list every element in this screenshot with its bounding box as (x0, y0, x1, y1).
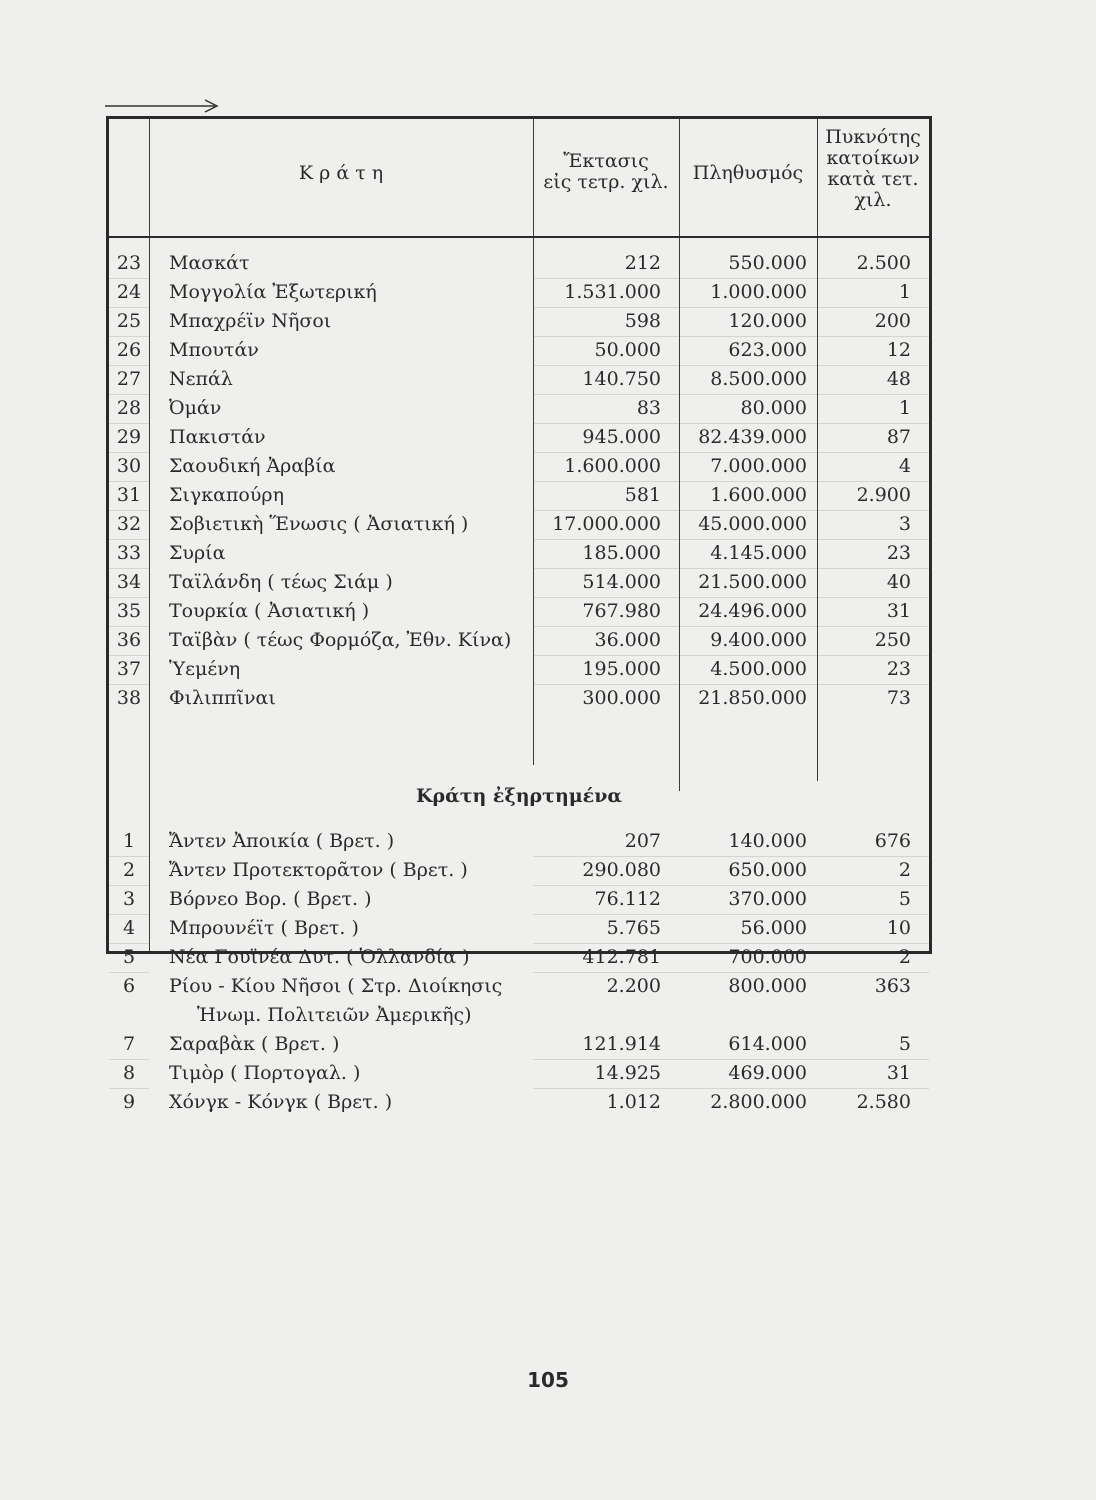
cell-area: 2.200 (606, 975, 661, 997)
arrow-icon (105, 98, 220, 114)
cell-area: 207 (624, 830, 661, 852)
table-row (109, 943, 929, 972)
cell-name: Σοβιετικὴ Ἕνωσις ( Ἀσιατική ) (169, 513, 469, 535)
cell-den: 5 (898, 1033, 911, 1055)
table-row (109, 278, 929, 307)
cell-num: 3 (122, 888, 136, 910)
table-row (109, 1088, 929, 1117)
cell-area: 50.000 (594, 339, 661, 361)
cell-den: 2 (898, 946, 911, 968)
cell-name: Βόρνεο Βορ. ( Βρετ. ) (169, 888, 372, 910)
cell-den: 31 (886, 600, 911, 622)
cell-pop: 7.000.000 (710, 455, 807, 477)
cell-area: 1.531.000 (564, 281, 661, 303)
cell-num: 36 (116, 629, 142, 651)
table-row (109, 914, 929, 943)
cell-den: 1 (898, 281, 911, 303)
table-row (109, 1030, 929, 1059)
cell-num: 32 (116, 513, 142, 535)
header-divider (109, 236, 929, 238)
cell-num: 33 (116, 542, 142, 564)
cell-name: Ἄντεν Προτεκτορᾶτον ( Βρετ. ) (169, 859, 468, 881)
cell-den: 23 (886, 658, 911, 680)
cell-pop: 120.000 (728, 310, 807, 332)
cell-name: Χόνγκ - Κόνγκ ( Βρετ. ) (169, 1091, 393, 1113)
cell-pop: 1.000.000 (710, 281, 807, 303)
cell-area: 581 (624, 484, 661, 506)
cell-area: 945.000 (582, 426, 661, 448)
statistics-table (106, 116, 932, 1113)
cell-den: 250 (874, 629, 911, 651)
cell-pop: 4.500.000 (710, 658, 807, 680)
cell-num: 23 (116, 252, 142, 274)
cell-num: 38 (116, 687, 142, 709)
cell-pop: 24.496.000 (698, 600, 807, 622)
cell-pop: 469.000 (728, 1062, 807, 1084)
cell-pop: 623.000 (728, 339, 807, 361)
cell-num: 27 (116, 368, 142, 390)
cell-area: 767.980 (582, 600, 661, 622)
cell-name: Μπρουνέϊτ ( Βρετ. ) (169, 917, 359, 939)
cell-name: Νέα Γουϊνέα Δυτ. ( Ὁλλανδία ) (169, 946, 470, 968)
cell-den: 200 (874, 310, 911, 332)
cell-name: Μπαχρέϊν Νῆσοι (169, 310, 332, 332)
cell-area: 300.000 (582, 687, 661, 709)
cell-area: 76.112 (594, 888, 661, 910)
cell-area: 514.000 (582, 571, 661, 593)
cell-area: 140.750 (582, 368, 661, 390)
cell-num: 28 (116, 397, 142, 419)
cell-pop: 9.400.000 (710, 629, 807, 651)
cell-pop: 614.000 (728, 1033, 807, 1055)
cell-den: 4 (898, 455, 911, 477)
cell-area: 598 (624, 310, 661, 332)
table-row (109, 539, 929, 568)
cell-pop: 21.850.000 (698, 687, 807, 709)
cell-pop: 140.000 (728, 830, 807, 852)
cell-pop: 8.500.000 (710, 368, 807, 390)
cell-name: Ταϊβὰν ( τέως Φορμόζα, Ἐθν. Κίνα) (169, 629, 512, 651)
cell-pop: 700.000 (728, 946, 807, 968)
cell-name: Ταϊλάνδη ( τέως Σιάμ ) (169, 571, 393, 593)
cell-den: 2 (898, 859, 911, 881)
table-row (109, 885, 929, 914)
table-row (109, 972, 929, 1001)
cell-name: Νεπάλ (169, 368, 233, 390)
cell-pop: 82.439.000 (698, 426, 807, 448)
cell-num: 34 (116, 571, 142, 593)
cell-num: 37 (116, 658, 142, 680)
cell-pop: 550.000 (728, 252, 807, 274)
cell-den: 10 (886, 917, 911, 939)
cell-num: 25 (116, 310, 142, 332)
table-row (109, 597, 929, 626)
cell-den: 2.900 (856, 484, 911, 506)
cell-den: 31 (886, 1062, 911, 1084)
header-area: Ἔκτασις εἰς τετρ. χιλ. (543, 150, 669, 193)
cell-num: 8 (122, 1062, 136, 1084)
cell-den: 2.500 (856, 252, 911, 274)
cell-den: 1 (898, 397, 911, 419)
cell-name: Συρία (169, 542, 226, 564)
cell-den: 3 (898, 513, 911, 535)
cell-pop: 1.600.000 (710, 484, 807, 506)
table-row (109, 684, 929, 713)
cell-pop: 56.000 (740, 917, 807, 939)
cell-den: 363 (874, 975, 911, 997)
cell-den: 23 (886, 542, 911, 564)
table-row (109, 626, 929, 655)
cell-pop: 45.000.000 (698, 513, 807, 535)
cell-name: Σιγκαπούρη (169, 484, 284, 506)
cell-pop: 80.000 (740, 397, 807, 419)
table-row (109, 1059, 929, 1088)
table-row (109, 856, 929, 885)
cell-area: 195.000 (582, 658, 661, 680)
table-row (109, 1001, 929, 1030)
cell-name: Τουρκία ( Ἀσιατική ) (169, 600, 370, 622)
cell-area: 212 (624, 252, 661, 274)
cell-name: Πακιστάν (169, 426, 266, 448)
cell-num: 35 (116, 600, 142, 622)
cell-name: Σαουδική Ἀραβία (169, 455, 336, 477)
header-population: Πληθυσμός (692, 162, 804, 184)
section-title: Κράτη ἐξηρτημένα (415, 785, 623, 807)
header-density: Πυκνότης κατοίκων κατὰ τετ. χιλ. (825, 126, 921, 211)
page-number: 105 (527, 1368, 569, 1392)
cell-area: 1.012 (606, 1091, 661, 1113)
cell-name: Ὀμάν (169, 397, 222, 419)
cell-name: Σαραβὰκ ( Βρετ. ) (169, 1033, 340, 1055)
cell-area: 14.925 (594, 1062, 661, 1084)
header-states: Κ ρ ά τ η (298, 162, 384, 184)
cell-area: 185.000 (582, 542, 661, 564)
cell-area: 290.080 (582, 859, 661, 881)
cell-num: 9 (122, 1091, 136, 1113)
cell-name: Ρίου - Κίου Νῆσοι ( Στρ. Διοίκησις (169, 975, 503, 997)
cell-den: 48 (886, 368, 911, 390)
table-row (109, 510, 929, 539)
cell-pop: 21.500.000 (698, 571, 807, 593)
cell-area: 412.781 (582, 946, 661, 968)
cell-name: Ὑεμένη (169, 658, 241, 680)
cell-num: 26 (116, 339, 142, 361)
cell-pop: 2.800.000 (710, 1091, 807, 1113)
cell-den: 5 (898, 888, 911, 910)
cell-pop: 4.145.000 (710, 542, 807, 564)
table-row (109, 249, 929, 278)
table-row (109, 452, 929, 481)
cell-area: 5.765 (606, 917, 661, 939)
table-row (109, 568, 929, 597)
table-row (109, 481, 929, 510)
cell-name: Μασκάτ (169, 252, 250, 274)
cell-num: 24 (116, 281, 142, 303)
cell-area: 1.600.000 (564, 455, 661, 477)
table-row (109, 365, 929, 394)
cell-area: 17.000.000 (552, 513, 661, 535)
cell-name: Ἡνωμ. Πολιτειῶν Ἀμερικῆς) (197, 1004, 472, 1026)
cell-num: 5 (122, 946, 136, 968)
table-row (109, 336, 929, 365)
cell-den: 2.580 (856, 1091, 911, 1113)
cell-area: 83 (636, 397, 661, 419)
cell-name: Φιλιππῖναι (169, 687, 276, 709)
cell-name: Τιμὸρ ( Πορτογαλ. ) (169, 1062, 361, 1084)
table-row (109, 655, 929, 684)
cell-num: 2 (122, 859, 136, 881)
cell-num: 30 (116, 455, 142, 477)
cell-den: 676 (874, 830, 911, 852)
cell-name: Μπουτάν (169, 339, 259, 361)
cell-den: 40 (886, 571, 911, 593)
cell-num: 6 (122, 975, 136, 997)
cell-num: 7 (122, 1033, 136, 1055)
cell-den: 73 (886, 687, 911, 709)
cell-pop: 650.000 (728, 859, 807, 881)
cell-den: 12 (886, 339, 911, 361)
table-row (109, 307, 929, 336)
cell-den: 87 (886, 426, 911, 448)
cell-num: 31 (116, 484, 142, 506)
cell-num: 1 (122, 830, 136, 852)
table-row (109, 423, 929, 452)
cell-num: 29 (116, 426, 142, 448)
cell-pop: 370.000 (728, 888, 807, 910)
cell-name: Ἄντεν Ἀποικία ( Βρετ. ) (169, 830, 395, 852)
cell-pop: 800.000 (728, 975, 807, 997)
cell-name: Μογγολία Ἐξωτερική (169, 281, 377, 303)
cell-area: 36.000 (594, 629, 661, 651)
table-row (109, 394, 929, 423)
cell-area: 121.914 (582, 1033, 661, 1055)
table-row (109, 827, 929, 856)
cell-num: 4 (122, 917, 136, 939)
